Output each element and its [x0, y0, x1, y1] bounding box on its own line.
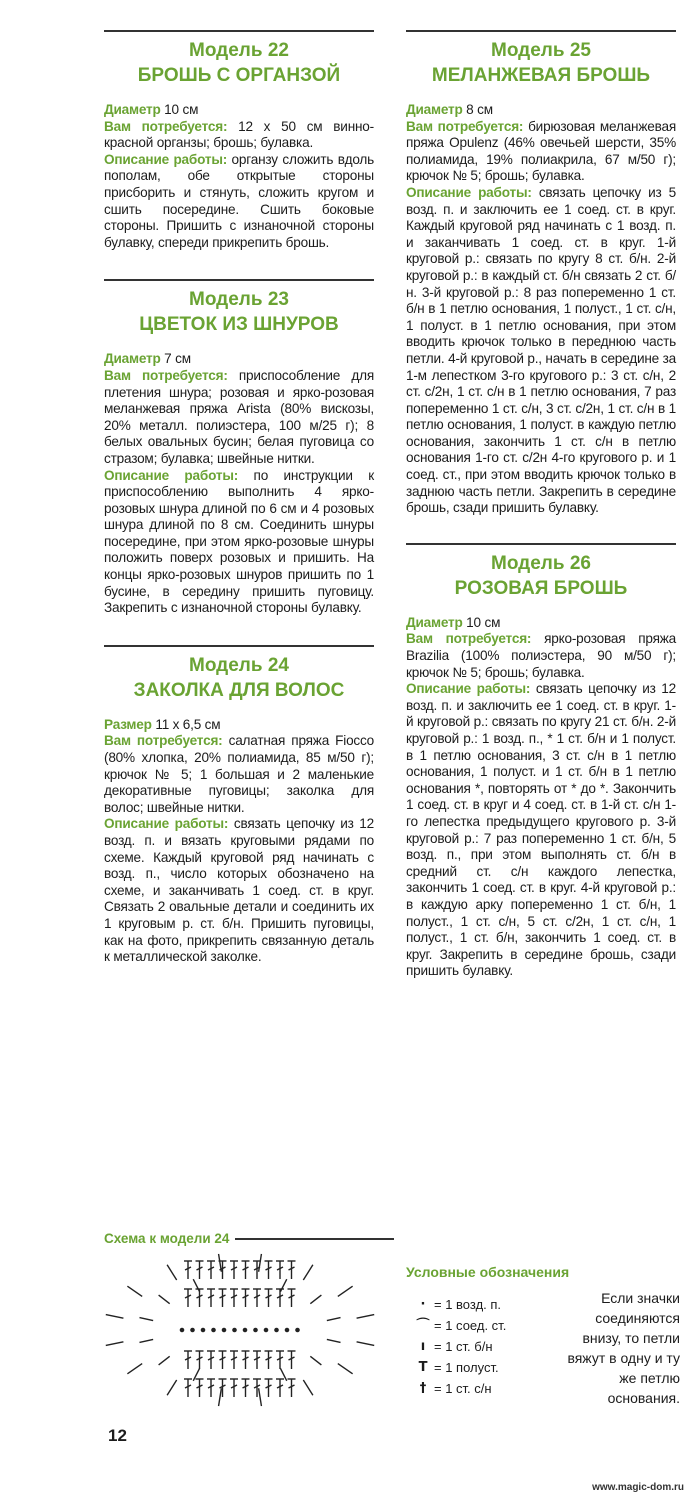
stitch-symbol	[127, 1364, 142, 1374]
chain-dot	[264, 1328, 267, 1331]
stitch-symbol	[265, 1351, 273, 1369]
stitch-symbol	[184, 1289, 192, 1307]
stitch-symbol	[184, 1379, 192, 1397]
stitch-symbol	[310, 1295, 321, 1304]
size-label: Диаметр	[406, 102, 463, 117]
stitch-symbol	[106, 1315, 124, 1319]
stitch-symbol	[265, 1261, 273, 1279]
schema-title: Схема к модели 24	[104, 1231, 230, 1246]
materials-text: ярко-розовая пряжа Brazilia (100% полиэстера, 90 м/50 г); крючок № 5; брошь; булавка.	[406, 631, 676, 680]
stitch-symbol	[196, 1261, 204, 1279]
legend-item	[412, 1315, 506, 1336]
stitch-symbol	[265, 1289, 273, 1307]
model-number: Модель 25	[491, 40, 591, 61]
left-column	[104, 30, 374, 988]
model-22-section	[104, 30, 374, 251]
crochet-diagram	[100, 1252, 390, 1412]
model-name: РОЗОВАЯ БРОШЬ	[454, 577, 628, 599]
stitch-symbol	[139, 1339, 153, 1342]
model-name: БРОШЬ С ОРГАНЗОЙ	[137, 65, 341, 86]
stitch-symbol	[280, 1279, 286, 1291]
single-crochet-icon: ı	[420, 1339, 426, 1354]
model-body	[406, 615, 676, 980]
divider	[104, 279, 374, 281]
stitch-symbol	[139, 1318, 153, 1321]
size-value: 8 см	[462, 102, 493, 117]
stitch-symbol	[207, 1261, 215, 1279]
chain-dot	[180, 1328, 183, 1331]
page-number: 12	[108, 1426, 127, 1445]
stitch-symbol	[259, 1254, 262, 1272]
stitch-symbol	[303, 1380, 313, 1395]
stitch-symbol	[127, 1286, 142, 1296]
chain-dot	[243, 1328, 246, 1331]
legend-text: = 1 соед. ст.	[434, 1318, 507, 1333]
stitch-symbol	[219, 1379, 227, 1397]
size-label: Диаметр	[104, 102, 161, 117]
stitch-symbol	[327, 1318, 341, 1321]
legend-text: = 1 полуст.	[434, 1360, 499, 1375]
legend-item	[412, 1357, 506, 1378]
divider	[406, 30, 676, 32]
model-25-section	[406, 30, 676, 517]
stitch-symbol	[196, 1379, 204, 1397]
chain-stitch-icon: ·	[420, 1297, 426, 1312]
model-name: ЗАКОЛКА ДЛЯ ВОЛОС	[133, 679, 345, 701]
legend-title: Условные обозначения	[406, 1264, 570, 1280]
stitch-symbol	[230, 1351, 238, 1369]
materials-label: Вам потребуется:	[104, 118, 228, 134]
stitch-symbol	[253, 1289, 261, 1307]
model-23-section	[104, 279, 374, 617]
half-double-icon: T	[418, 1360, 428, 1375]
stitch-symbol	[207, 1379, 215, 1397]
legend-list	[412, 1294, 506, 1399]
stitch-symbol	[327, 1339, 341, 1342]
stitch-symbol	[253, 1351, 261, 1369]
size-value: 7 см	[160, 351, 191, 367]
model-body	[104, 717, 374, 966]
stitch-symbol	[242, 1261, 250, 1279]
stitch-symbol	[242, 1289, 250, 1307]
stitch-symbol	[184, 1351, 192, 1369]
description-label: Описание работы:	[406, 681, 531, 697]
materials-label: Вам потребуется:	[406, 118, 524, 134]
stitch-symbol	[230, 1289, 238, 1307]
stitch-symbol	[159, 1356, 170, 1365]
size-value: 11 х 6,5 см	[151, 716, 221, 732]
description-text: связать цепочку из 5 возд. п. и заключить ее 1 соед. ст. в круг. Каждый круговой ряд начинать с 1 возд. п. и заканчивать 1 соед. ст. в круг. 1-й круговой р.: связать по кругу 8 ст. б/н. 2-й круговой р.: в каждый ст. б/н связать 2 ст. б/н. 3-й круговой р.: 8 раз попеременно 1 ст. б/н в 1 петлю основания, 1 полуст., 1 ст. с/н, 1 полуст. в 1 петлю основания, при этом вводить крючок только в переднюю часть петли. 4-й круговой р., начать в середине за 1-м лепестком 3-го кругового р.: 3 ст. с/н, 2 ст. с/2н, 1 ст. с/н в 1 петлю основания, 7 раз попеременно 1 ст. с/н, 3 ст. с/2н, 1 ст. с/н в 1 петлю основания, 1 полуст. в каждую петлю основания, закончить 1 ст. с/н в петлю основания 1-го ст. с/2н 4-го кругового р. и 1 соед. ст., при этом вводить крючок только в заднюю часть петли. Закрепить в середине брошь, сзади пришить булавку.	[406, 184, 676, 516]
legend-item	[412, 1378, 506, 1399]
stitch-symbol	[303, 1265, 313, 1280]
stitch-symbol	[276, 1261, 284, 1279]
model-name: МЕЛАНЖЕВАЯ БРОШЬ	[431, 65, 651, 86]
size-value: 10 см	[462, 614, 501, 630]
stitch-symbol	[288, 1261, 296, 1279]
stitch-symbol	[265, 1379, 273, 1397]
stitch-symbol	[288, 1351, 296, 1369]
stitch-symbol	[196, 1351, 204, 1369]
chain-dot	[275, 1328, 278, 1331]
description-label: Описание работы:	[104, 151, 228, 167]
chain-dot	[285, 1328, 288, 1331]
legend-text: = 1 возд. п.	[434, 1297, 502, 1312]
materials-label: Вам потребуется:	[104, 367, 228, 383]
legend-text: = 1 ст. с/н	[434, 1381, 492, 1396]
stitch-symbol	[106, 1342, 124, 1346]
divider	[104, 645, 374, 647]
materials-text: 12 х 50 см винно-красной органзы; брошь; булавка.	[104, 118, 374, 151]
right-column	[406, 30, 676, 1002]
chain-dot	[212, 1328, 215, 1331]
stitch-symbol	[207, 1289, 215, 1307]
legend-text: = 1 ст. б/н	[434, 1339, 493, 1354]
stitch-symbol	[167, 1265, 177, 1280]
model-body	[406, 102, 676, 517]
materials-label: Вам потребуется:	[104, 733, 223, 749]
stitch-symbol	[184, 1261, 192, 1279]
stitch-symbol	[219, 1289, 227, 1307]
materials-text: приспособление для плетения шнура; розовая и ярко-розовая меланжевая пряжа Arista (80% вискозы, 20% металл. полиэстера, 100 м/25 г); 8 белых овальных бусин; белая пуговица со стразом; булавка; швейные нитки.	[104, 367, 374, 466]
stitch-symbol	[193, 1279, 199, 1291]
stitch-symbol	[310, 1356, 321, 1365]
stitch-symbol	[167, 1380, 177, 1395]
model-name: ЦВЕТОК ИЗ ШНУРОВ	[139, 314, 339, 336]
description-label: Описание работы:	[104, 467, 239, 483]
materials-label: Вам потребуется:	[406, 631, 532, 647]
chain-dot	[201, 1328, 204, 1331]
model-number: Модель 23	[189, 289, 289, 311]
divider	[104, 30, 374, 32]
description-text: связать цепочку из 12 возд. п. и заключить ее 1 соед. ст. в круг. 1-й круговой р.: связать по кругу 21 ст. б/н. 2-й круговой р.: 1 возд. п., * 1 ст. б/н и 1 полуст. в 1 петлю основания, 3 ст. с/н в 1 петлю основания, 1 полуст. и 1 ст. б/н в 1 петлю основания *, повторять от * до *. Закончить 1 соед. ст. в круг и 4 соед. ст. в 1-й ст. с/н 1-го лепестка предыдущего кругового р. 3-й круговой р.: 7 раз попеременно 1 ст. б/н, 5 возд. п., при этом выполнять ст. б/н в средний ст. с/н каждого лепестка, закончить 1 соед. ст. в круг. 4-й круговой р.: в каждую арку попеременно 1 ст. б/н, 1 полуст., 1 ст. с/н, 5 ст. с/2н, 1 ст. с/н, 1 полуст., 1 ст. б/н, закончить 1 соед. ст. в круг. Закрепить в середине брошь, сзади пришить булавку.	[406, 681, 676, 979]
stitch-symbol	[230, 1261, 238, 1279]
chain-dot	[254, 1328, 257, 1331]
description-label: Описание работы:	[406, 184, 532, 200]
stitch-symbol	[338, 1364, 353, 1374]
materials-text: бирюзовая меланжевая пряжа Opulenz (46% овечьей шерсти, 35% полиамида, 19% полиакрила, 67 м/50 г); крючок № 5; брошь; булавка.	[406, 118, 676, 184]
stitch-symbol	[276, 1289, 284, 1307]
model-body	[104, 351, 374, 617]
model-number: Модель 26	[491, 552, 591, 574]
stitch-symbol	[276, 1351, 284, 1369]
description-text: органзу сложить вдоль пополам, обе открытые стороны присборить и стянуть, сложить кругом и сшить посередине. Сшить боковые стороны. Пришить с изнаночной стороны булавку, спереди прикрепить брошь.	[104, 151, 374, 250]
chain-dot	[222, 1328, 225, 1331]
stitch-symbol	[276, 1379, 284, 1397]
stitch-symbol	[357, 1315, 375, 1319]
model-26-section	[406, 543, 676, 980]
stitch-symbol	[219, 1351, 227, 1369]
stitch-symbol	[230, 1379, 238, 1397]
size-value: 10 см	[160, 102, 199, 117]
model-body	[104, 102, 374, 251]
stitch-symbol	[288, 1289, 296, 1307]
watermark: www.magic-dom.ru	[592, 1482, 684, 1493]
materials-text: салатная пряжа Fiocco (80% хлопка, 20% полиамида, 85 м/50 г); крючок № 5; 1 большая и 2 маленькие декоративные пуговицы; заколка для волос; швейные нитки.	[104, 733, 374, 815]
stitch-symbol	[338, 1286, 353, 1296]
description-text: связать цепочку из 12 возд. п. и вязать круговыми рядами по схеме. Каждый круговой ряд начинать с возд. п., число которых обозначено на схеме, и заканчивать 1 соед. ст. в круг. Связать 2 овальные детали и соединить их 1 круговым р. ст. б/н. Пришить пуговицы, как на фото, прикрепить связанную деталь к металлической заколке.	[104, 816, 374, 965]
divider	[406, 543, 676, 545]
stitch-symbol	[357, 1342, 375, 1346]
stitch-symbol	[159, 1295, 170, 1304]
chain-dot	[296, 1328, 299, 1331]
double-crochet-icon: †	[419, 1381, 427, 1396]
description-text: по инструкции к приспособлению выполнить 4 ярко-розовых шнура длиной по 6 см и 4 розовых шнура длиной по 8 см. Соединить шнуры посередине, при этом ярко-розовые шнуры положить поверх розовых и пришить. На концы ярко-розовых шнуров пришить по 1 бусине, в середину пришить пуговицу. Закрепить с изнаночной стороны булавку.	[104, 467, 375, 616]
stitch-symbol	[259, 1388, 262, 1406]
slip-stitch-icon: ⌒	[416, 1318, 430, 1333]
chain-dot	[191, 1328, 194, 1331]
size-label: Диаметр	[406, 614, 463, 630]
legend-item	[412, 1336, 506, 1357]
stitch-symbol	[242, 1351, 250, 1369]
model-number: Модель 22	[189, 40, 289, 61]
stitch-symbol	[207, 1351, 215, 1369]
chain-dot	[233, 1328, 236, 1331]
size-label: Размер	[104, 716, 152, 732]
stitch-symbol	[242, 1379, 250, 1397]
description-label: Описание работы:	[104, 816, 229, 832]
model-number: Модель 24	[189, 654, 289, 676]
stitch-symbol	[288, 1379, 296, 1397]
stitch-symbol	[219, 1388, 222, 1406]
schema-divider	[235, 1238, 394, 1240]
legend-note: Если значки соединяются внизу, то петли вяжут в одну и ту же петлю основания.	[567, 1290, 680, 1406]
schema-heading	[104, 1231, 394, 1246]
model-24-section	[104, 645, 374, 966]
legend-item	[412, 1294, 506, 1315]
size-label: Диаметр	[104, 351, 161, 367]
